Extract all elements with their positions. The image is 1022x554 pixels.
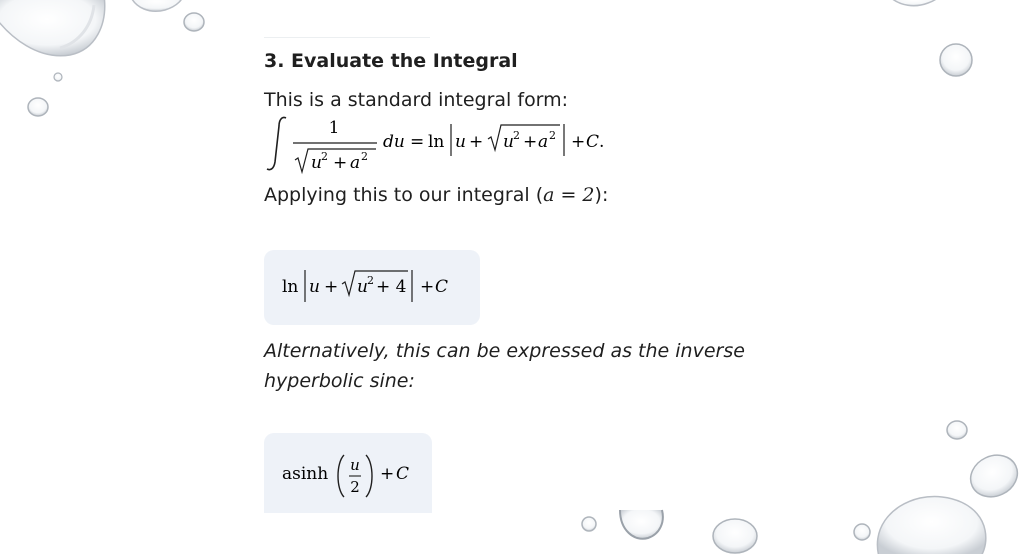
plus-sign: +: [380, 464, 395, 484]
equals-sign: =: [410, 132, 425, 152]
result-box-log: [264, 250, 480, 325]
intro-text: This is a standard integral form:: [264, 89, 569, 111]
water-drop-icon: [947, 421, 967, 439]
exponent: 2: [321, 150, 328, 163]
water-drop-icon: [28, 98, 48, 116]
ln-function: ln: [282, 277, 299, 297]
water-drop-icon: [54, 73, 62, 81]
applying-suffix: ):: [594, 184, 609, 206]
exponent: 2: [361, 150, 368, 163]
applying-text: [264, 184, 608, 206]
result-formula-asinh: [264, 433, 432, 513]
response-content: [264, 0, 784, 554]
water-drop-icon: [130, 0, 182, 11]
denominator-2: 2: [350, 478, 360, 496]
exponent: 2: [549, 129, 556, 142]
water-drop-icon: [964, 448, 1022, 505]
plus-sign: +: [420, 277, 435, 297]
radicand-u: u: [503, 132, 514, 152]
right-paren: [366, 455, 372, 497]
constant-c: C: [435, 277, 449, 297]
water-drop-icon: [890, 0, 938, 6]
water-drop-icon: [940, 44, 972, 76]
radicand-plus: +: [333, 153, 348, 173]
plus-sign: +: [571, 132, 586, 152]
standard-integral-formula: [264, 112, 784, 178]
differential: du: [383, 132, 405, 152]
radicand-a: a: [538, 132, 549, 152]
numerator: 1: [328, 118, 340, 138]
exponent: 2: [513, 129, 520, 142]
numerator-u: u: [350, 456, 360, 474]
result-box-asinh: [264, 433, 432, 513]
radicand-a: a: [350, 153, 361, 173]
radicand-plus-4: + 4: [376, 277, 407, 297]
water-drop-icon: [854, 524, 870, 540]
section-heading: 3. Evaluate the Integral: [264, 50, 518, 72]
asinh-function: asinh: [282, 464, 329, 484]
radicand-plus: +: [523, 132, 538, 152]
divider: [264, 37, 430, 38]
ln-function: ln: [428, 132, 445, 152]
water-drop-icon: [0, 0, 105, 56]
exponent: 2: [367, 274, 374, 287]
radicand-u: u: [311, 153, 322, 173]
plus-sign: +: [324, 277, 339, 297]
applying-condition: a = 2: [543, 184, 595, 206]
constant-c: C: [396, 464, 410, 484]
water-drop-icon: [184, 13, 204, 31]
period: .: [599, 132, 605, 152]
alternative-text: Alternatively, this can be expressed as the inverse hyperbolic sine:: [264, 340, 745, 392]
term-u: u: [309, 277, 320, 297]
integral-sign: [267, 117, 286, 169]
term-u: u: [455, 132, 466, 152]
applying-prefix: Applying this to our integral (: [264, 184, 544, 206]
constant-c: C: [586, 132, 600, 152]
radicand-u: u: [357, 277, 368, 297]
plus-sign: +: [469, 132, 484, 152]
left-paren: [338, 455, 344, 497]
result-formula-log: [264, 250, 480, 325]
water-drop-icon: [877, 497, 985, 554]
